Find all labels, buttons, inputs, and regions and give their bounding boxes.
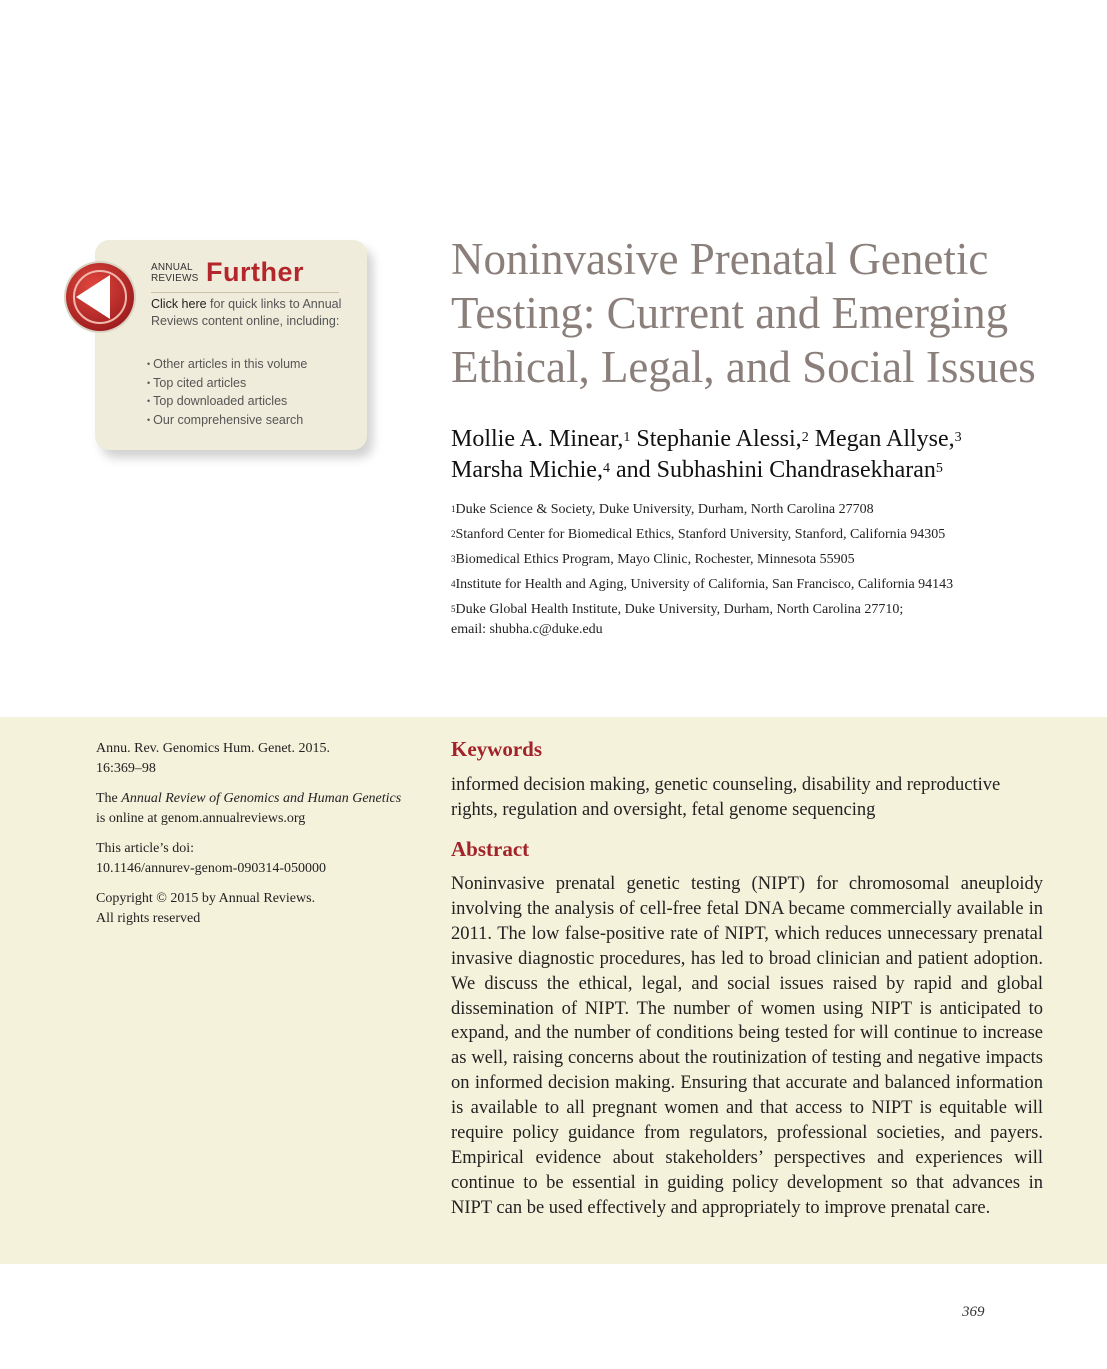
affiliation: $^5$Duke Global Health Institute, Duke University, Durham, North Carolina 27710; email: shubha.c@duke.edu bbox=[451, 602, 904, 637]
affiliation: $^3$Biomedical Ethics Program, Mayo Clinic, Rochester, Minnesota 55905 bbox=[451, 552, 855, 567]
further-title: Further bbox=[206, 257, 304, 287]
author-list bbox=[451, 424, 1091, 486]
doi-link[interactable]: 10.1146/annurev-genom-090314-050000 bbox=[96, 860, 327, 876]
affiliation: $^1$Duke Science & Society, Duke University, Durham, North Carolina 27708 bbox=[451, 502, 874, 517]
further-link-other-articles[interactable]: • Other articles in this volume bbox=[147, 356, 307, 375]
author: Marsha Michie,$^4$ bbox=[451, 457, 610, 483]
journal-url[interactable]: is online at genom.annualreviews.org bbox=[96, 810, 306, 826]
abstract-heading: Abstract bbox=[451, 837, 530, 861]
keywords-heading: Keywords bbox=[451, 737, 542, 761]
online-note: The Annual Review of Genomics and Human Genetics is online at genom.annualreviews.org bbox=[96, 791, 402, 826]
author: Megan Allyse,$^3$ bbox=[814, 426, 962, 452]
further-link-search[interactable]: • Our comprehensive search bbox=[147, 412, 307, 431]
further-intro: Click here for quick links to Annual Reviews content online, including: bbox=[151, 297, 342, 328]
further-header bbox=[151, 257, 361, 290]
abstract-text: Noninvasive prenatal genetic testing (NIPT) for chromosomal aneuploidy involving the analysis of cell-free fetal DNA became commercially available in 2011. The low false-positive rate of NIPT, which reduces unnecessary prenatal invasive diagnostic procedures, has led to broad clinician and patient adoption. We discuss the ethical, legal, and social issues raised by rapid and global dissemination of NIPT. The number of women using NIPT is anticipated to expand, and the number of conditions being tested for will continue to increase as well, raising concerns about the routinization of testing and negative impacts on informed decision making. Ensuring that accurate and balanced information is available to all pregnant women and that access to NIPT is equitable will require policy guidance from regulators, professional societies, and payers. Empirical evidence about stakeholders’ perspectives and experiences will continue to be essential in guiding policy development so that advances in NIPT can be used effectively and appropriately to improve prenatal care. bbox=[451, 874, 1043, 1218]
affiliation: $^4$Institute for Health and Aging, University of California, San Francisco, California 94143 bbox=[451, 577, 954, 592]
affiliations bbox=[451, 500, 1051, 645]
annual-reviews-logo-text: ANNUAL REVIEWS bbox=[151, 262, 199, 284]
citation: Annu. Rev. Genomics Hum. Genet. 2015. 16:369–98 bbox=[96, 741, 330, 776]
doi-note: This article’s doi: 10.1146/annurev-genom-090314-050000 bbox=[96, 841, 327, 876]
page-number: 369 bbox=[962, 1304, 985, 1320]
click-here-link[interactable]: Click here bbox=[151, 297, 207, 311]
keywords-text: informed decision making, genetic counseling, disability and reproductive rights, regulation and oversight, fetal genome sequencing bbox=[451, 775, 1001, 820]
further-link-top-cited[interactable]: • Top cited articles bbox=[147, 375, 307, 394]
divider bbox=[151, 292, 339, 293]
further-links-list bbox=[147, 356, 307, 430]
author: Stephanie Alessi,$^2$ bbox=[636, 426, 809, 452]
article-title: Noninvasive Prenatal Genetic Testing: Current and Emerging Ethical, Legal, and Social Issues bbox=[451, 234, 1036, 392]
author-email[interactable]: email: shubha.c@duke.edu bbox=[451, 622, 603, 637]
affiliation: $^2$Stanford Center for Biomedical Ethics, Stanford University, Stanford, California 94305 bbox=[451, 527, 946, 542]
author: Mollie A. Minear,$^1$ bbox=[451, 426, 631, 452]
article-metadata bbox=[96, 739, 426, 939]
further-link-top-downloaded[interactable]: • Top downloaded articles bbox=[147, 393, 307, 412]
author: and Subhashini Chandrasekharan$^5$ bbox=[615, 457, 943, 483]
copyright-note: Copyright © 2015 by Annual Reviews. All rights reserved bbox=[96, 891, 316, 926]
back-arrow-icon[interactable] bbox=[62, 259, 138, 335]
